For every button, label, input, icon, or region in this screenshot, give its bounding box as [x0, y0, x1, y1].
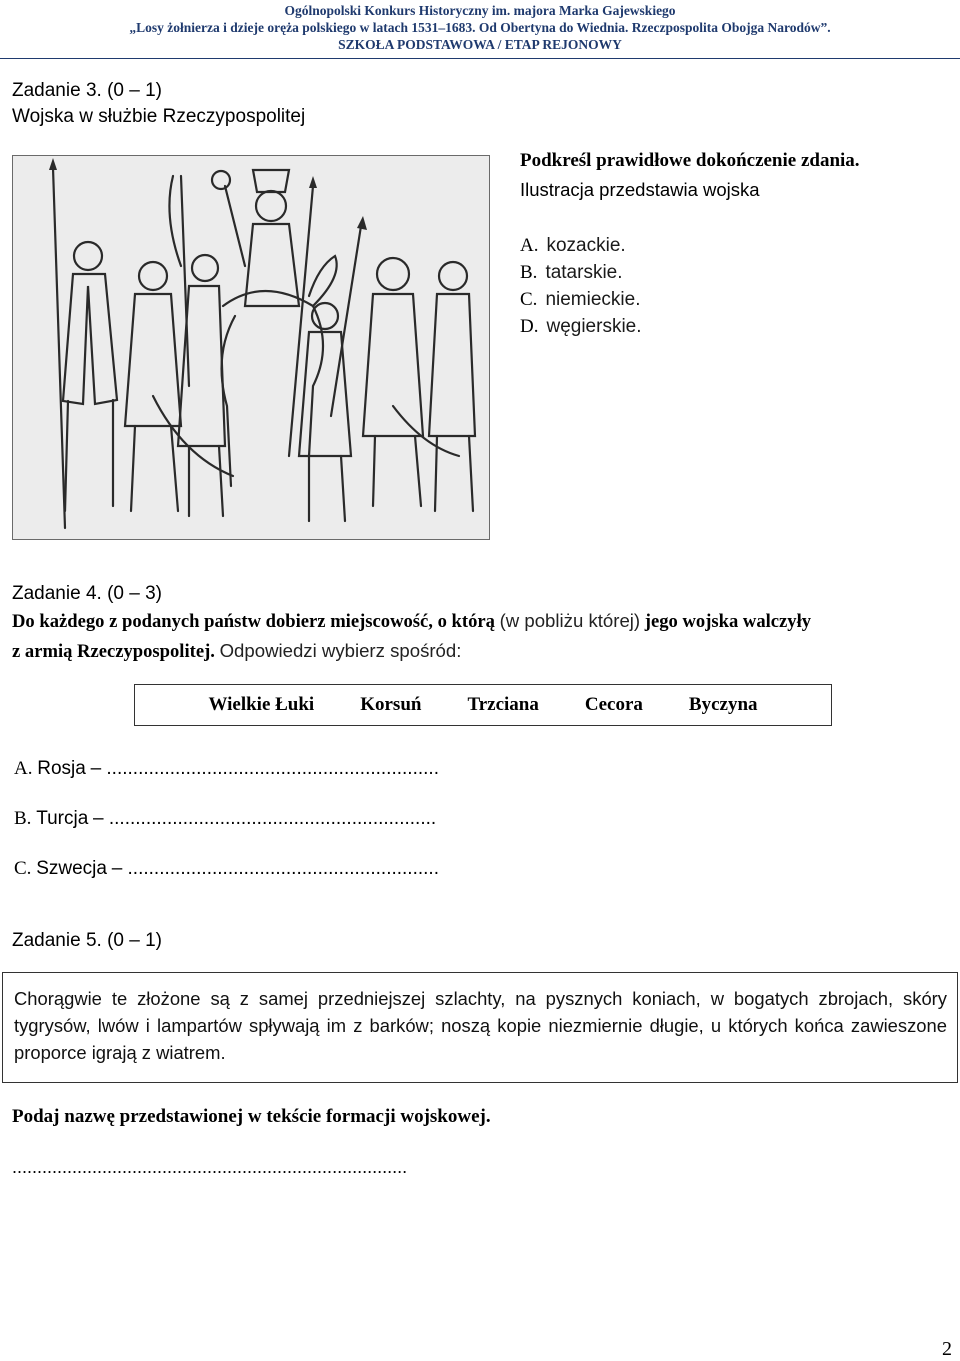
quote-text: Chorągwie te złożone są z samej przedniejszej szlachty, na pysznych koniach, w bogatych zbrojach, skóry tygrysów, lwów i lampartów spływają im z barków; noszą kopie niezmiernie długie, u których końca zawieszone proporce igrają z wiatrem. [14, 988, 947, 1063]
task4-instruction-line-1 [12, 610, 811, 633]
option-letter: B. [520, 262, 538, 283]
place-byczyna: Byczyna [688, 694, 758, 715]
answer-line-szwecja[interactable] [14, 858, 439, 880]
answer-country: Szwecja [36, 858, 107, 879]
task4-instruction-bold-b: jego wojska walczyły [644, 611, 812, 632]
option-text: niemieckie. [545, 289, 641, 310]
task3-title: Wojska w służbie Rzeczypospolitej [12, 106, 306, 127]
place-trzciana: Trzciana [467, 694, 539, 715]
header-line-3: SZKOŁA PODSTAWOWA / ETAP REJONOWY [338, 37, 622, 52]
answer-country: Rosja [37, 758, 86, 779]
task3-stem: Ilustracja przedstawia wojska [520, 179, 760, 200]
answer-blank[interactable]: – .............................................................. [93, 808, 437, 829]
places-box [134, 684, 832, 726]
option-letter: A. [520, 235, 539, 256]
place-cecora: Cecora [584, 694, 643, 715]
answer-letter: B. [14, 808, 32, 829]
task4-instruction-line-2 [12, 640, 461, 663]
answer-country: Turcja [36, 808, 89, 829]
task4-label: Zadanie 4. (0 – 3) [12, 583, 162, 604]
answer-line-turcja[interactable] [14, 808, 436, 830]
page-number: 2 [942, 1338, 952, 1360]
header-divider [0, 58, 960, 59]
task4-instruction-plain: (w pobliżu której) [499, 610, 641, 631]
quote-box [2, 972, 958, 1083]
task4-instruction-choose: Odpowiedzi wybierz spośród: [219, 640, 462, 661]
soldiers-illustration [12, 155, 490, 540]
task5-answer-line[interactable]: ............................................................................... [12, 1157, 408, 1177]
option-a[interactable] [520, 232, 642, 259]
option-d[interactable] [520, 313, 642, 340]
option-letter: C. [520, 289, 538, 310]
answer-letter: A. [14, 758, 33, 779]
option-c[interactable] [520, 286, 642, 313]
task3-options [520, 232, 642, 340]
option-letter: D. [520, 316, 539, 337]
place-korsun: Korsuń [360, 694, 422, 715]
option-text: tatarskie. [545, 262, 623, 283]
option-b[interactable] [520, 259, 642, 286]
option-text: węgierskie. [546, 316, 642, 337]
header-line-2: „Losy żołnierza i dzieje oręża polskiego w latach 1531–1683. Od Obertyna do Wiednia. Rzeczpospolita Obojga Narodów”. [129, 20, 831, 35]
soldiers-drawing [13, 156, 490, 540]
option-text: kozackie. [546, 235, 626, 256]
answer-letter: C. [14, 858, 32, 879]
place-wielkie-luki: Wielkie Łuki [208, 694, 315, 715]
task4-instruction-bold-a: Do każdego z podanych państw dobierz miejscowość, o którą [12, 611, 495, 632]
task3-instruction: Podkreśl prawidłowe dokończenie zdania. [520, 150, 860, 171]
task5-label: Zadanie 5. (0 – 1) [12, 930, 162, 951]
task3-label: Zadanie 3. (0 – 1) [12, 80, 162, 101]
header-line-1: Ogólnopolski Konkurs Historyczny im. majora Marka Gajewskiego [284, 3, 676, 18]
answer-blank[interactable]: – ........................................................... [111, 858, 439, 879]
task5-question: Podaj nazwę przedstawionej w tekście formacji wojskowej. [12, 1106, 491, 1127]
page-header [0, 2, 960, 53]
answer-line-rosja[interactable] [14, 758, 439, 780]
task4-instruction-bold-c: z armią Rzeczypospolitej. [12, 641, 215, 662]
answer-blank[interactable]: – ............................................................... [90, 758, 439, 779]
